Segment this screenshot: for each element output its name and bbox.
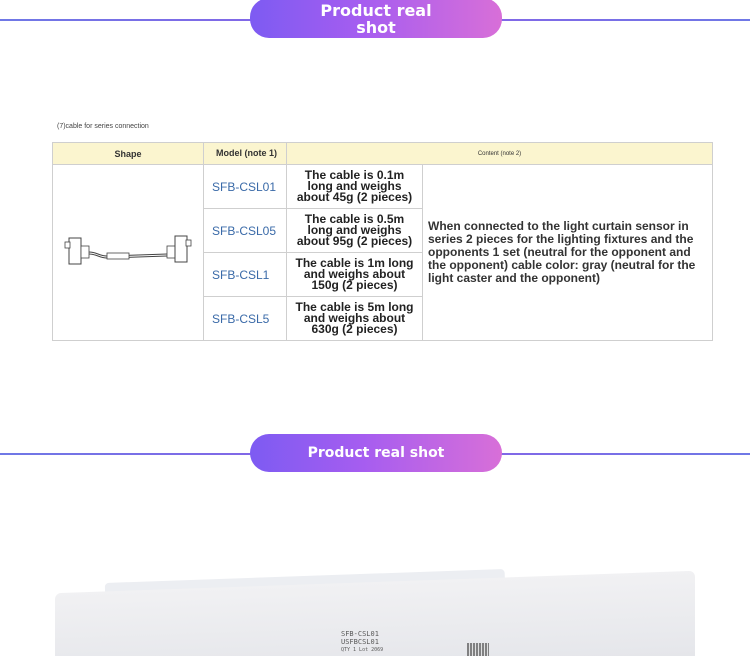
model-cell: SFB-CSL5 bbox=[204, 297, 287, 341]
content-cell: When connected to the light curtain sensor in series 2 pieces for the lighting fixtures and the opponents 1 set (neutral for the opponent and the opponent) cable color: gray (neutral for the light caster and the opponent) bbox=[423, 165, 713, 341]
bag-label-qty: QTY 1 Lot 2069 bbox=[341, 647, 384, 653]
section-title: Product real shot bbox=[307, 444, 445, 461]
description-cell: The cable is 0.1m long and weighs about 45g (2 pieces) bbox=[287, 165, 423, 209]
section-title: Product real shot bbox=[320, 1, 432, 37]
bag-label-model: SFB-CSL01 bbox=[341, 630, 379, 638]
header-shape: Shape bbox=[53, 143, 204, 165]
table-header-row bbox=[53, 143, 713, 165]
barcode-icon bbox=[467, 643, 489, 656]
section-title-pill bbox=[250, 434, 502, 472]
cable-diagram-image bbox=[63, 226, 193, 276]
description-cell: The cable is 0.5m long and weighs about 95g (2 pieces) bbox=[287, 209, 423, 253]
shape-cell bbox=[53, 165, 204, 341]
bag-label-code: USFBCSL01 bbox=[341, 638, 379, 646]
model-cell: SFB-CSL1 bbox=[204, 253, 287, 297]
table-row bbox=[53, 165, 713, 209]
product-photo bbox=[0, 560, 750, 656]
spec-table bbox=[52, 142, 713, 341]
description-cell: The cable is 5m long and weighs about 630g (2 pieces) bbox=[287, 297, 423, 341]
table-title: (7)cable for series connection bbox=[57, 123, 149, 130]
section-header-top bbox=[0, 0, 750, 40]
model-cell: SFB-CSL01 bbox=[204, 165, 287, 209]
section-header-bottom bbox=[0, 434, 750, 474]
description-cell: The cable is 1m long and weighs about 150g (2 pieces) bbox=[287, 253, 423, 297]
header-model: Model (note 1) bbox=[204, 143, 287, 165]
header-content: Content (note 2) bbox=[287, 143, 713, 165]
model-cell: SFB-CSL05 bbox=[204, 209, 287, 253]
section-title-pill bbox=[250, 0, 502, 38]
